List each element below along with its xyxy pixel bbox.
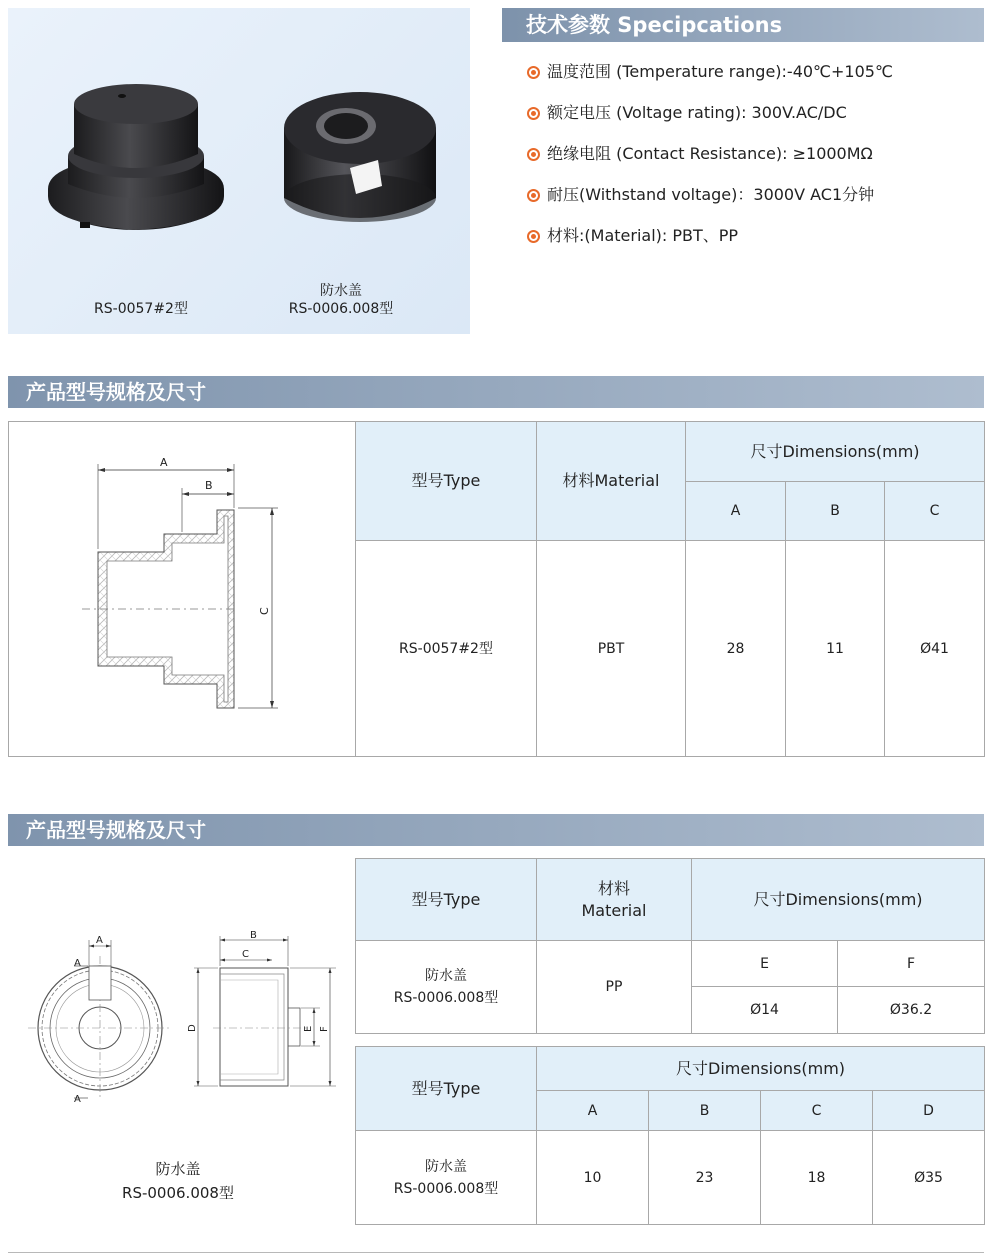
col-header-material [537, 859, 692, 941]
cell-f: Ø36.2 [838, 987, 985, 1034]
section2-drawing-label-a-bottom: A [74, 1094, 81, 1105]
col-header-d: D [873, 1091, 985, 1131]
table-row [356, 1131, 985, 1225]
cell-b: 23 [649, 1131, 761, 1225]
cell-b: 11 [786, 541, 885, 757]
spec-item [527, 183, 987, 224]
cell-c: 18 [761, 1131, 873, 1225]
col-header-type: 型号Type [356, 1047, 537, 1131]
spec-text: 温度范围 (Temperature range):-40℃+105℃ [547, 62, 893, 81]
section2-material-table [355, 858, 985, 1034]
cell-type-line2: RS-0006.008型 [393, 1180, 499, 1197]
col-header-dimensions: 尺寸Dimensions(mm) [692, 859, 985, 941]
section1-title: 产品型号规格及尺寸 [8, 376, 984, 408]
material-header-line2: Material [581, 900, 647, 920]
bullet-circle-icon [527, 148, 540, 161]
cell-e: Ø14 [692, 987, 838, 1034]
col-header-e: E [692, 941, 838, 987]
specifications-list [527, 60, 987, 265]
section1-drawing-cell [9, 422, 356, 757]
spec-text: 绝缘电阻 (Contact Resistance): ≥1000MΩ [547, 144, 873, 163]
cell-c: Ø41 [885, 541, 985, 757]
product-photo-panel [8, 8, 470, 334]
cell-type-line1: 防水盖 [425, 1158, 467, 1175]
section2-caption-line2: RS-0006.008型 [122, 1184, 234, 1202]
section1-drawing-label-c: C [258, 607, 271, 615]
section2-drawing-label-b: B [250, 930, 257, 941]
col-header-c: C [885, 482, 985, 541]
col-header-type: 型号Type [356, 859, 537, 941]
section1-spec-table [8, 421, 985, 757]
spec-text: 额定电压 (Voltage rating): 300V.AC/DC [547, 103, 847, 122]
spec-item [527, 101, 987, 142]
cell-material: PBT [537, 541, 686, 757]
col-header-a: A [686, 482, 786, 541]
section2-title: 产品型号规格及尺寸 [8, 814, 984, 846]
photo-caption-rs0006-line2: RS-0006.008型 [288, 301, 394, 317]
section2-dimension-table [355, 1046, 985, 1225]
spec-text: 材料:(Material): PBT、PP [547, 226, 739, 245]
bullet-circle-icon [527, 230, 540, 243]
cell-material: PP [537, 941, 692, 1034]
spec-text: 耐压(Withstand voltage)：3000V AC1分钟 [547, 185, 875, 204]
section2-drawing-label-e: E [303, 1025, 314, 1032]
section2-drawing-label-a-top: A [96, 935, 103, 946]
cell-type [356, 1131, 537, 1225]
cell-type: RS-0057#2型 [356, 541, 537, 757]
cell-type [356, 941, 537, 1034]
bullet-circle-icon [527, 66, 540, 79]
section2-drawing-label-d: D [187, 1024, 198, 1032]
col-header-f: F [838, 941, 985, 987]
product-photo-rs0006 [270, 68, 450, 248]
table-row [356, 941, 985, 987]
section1-drawing-label-a: A [160, 456, 168, 469]
cell-a: 10 [537, 1131, 649, 1225]
section1-drawing-label-b: B [205, 479, 213, 492]
col-header-a: A [537, 1091, 649, 1131]
specifications-title: 技术参数 Specipcations [502, 8, 984, 42]
cell-type-line2: RS-0006.008型 [393, 990, 499, 1006]
col-header-dimensions: 尺寸Dimensions(mm) [537, 1047, 985, 1091]
cell-d: Ø35 [873, 1131, 985, 1225]
photo-caption-rs0057: RS-0057#2型 [94, 301, 188, 317]
spec-item [527, 60, 987, 101]
section2-technical-drawing [8, 928, 353, 1113]
cell-a: 28 [686, 541, 786, 757]
spec-item [527, 142, 987, 183]
col-header-dimensions: 尺寸Dimensions(mm) [686, 422, 985, 482]
col-header-type: 型号Type [356, 422, 537, 541]
section2-drawing-label-a-left: A [74, 958, 81, 969]
bullet-circle-icon [527, 189, 540, 202]
cell-type-line1: 防水盖 [425, 968, 467, 984]
section2-caption-line1: 防水盖 [155, 1160, 201, 1178]
col-header-c: C [761, 1091, 873, 1131]
section1-technical-drawing [12, 424, 352, 754]
section2-drawing-label-f: F [319, 1026, 330, 1032]
col-header-b: B [649, 1091, 761, 1131]
material-header-line1: 材料 [597, 878, 630, 898]
photo-caption-rs0006-line1: 防水盖 [320, 283, 362, 299]
bullet-circle-icon [527, 107, 540, 120]
section2-drawing-label-c: C [242, 949, 249, 960]
spec-item [527, 224, 987, 265]
bottom-divider [8, 1252, 984, 1253]
product-photo-rs0057 [44, 44, 244, 244]
col-header-b: B [786, 482, 885, 541]
col-header-material: 材料Material [537, 422, 686, 541]
